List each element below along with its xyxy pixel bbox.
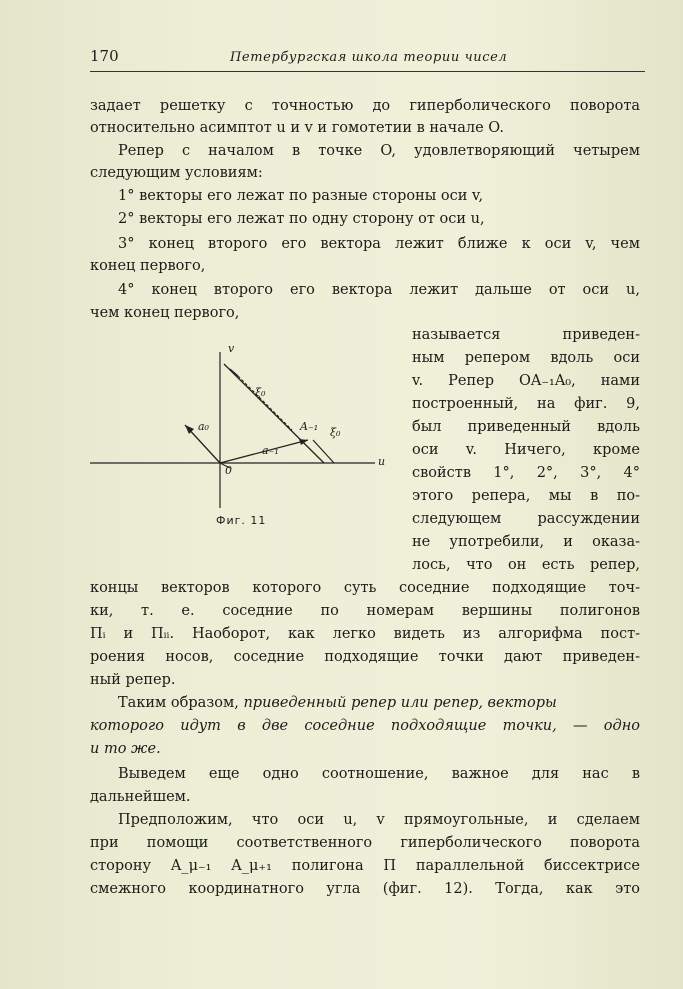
text-line: 2° векторы его лежат по одну сторону от оси u,: [118, 211, 485, 227]
label-a0: a₀: [198, 420, 209, 433]
figure-11: [90, 342, 405, 542]
figure-caption: Фиг. 11: [216, 514, 267, 527]
text-line: 3° конец второго его вектора лежит ближе к оси v, чем: [118, 236, 640, 252]
theorem-line-1: [118, 692, 640, 714]
text-line: концы векторов которого суть соседние подходящие точ-: [90, 580, 640, 596]
text-line: при помощи соответственного гиперболического поворота: [90, 835, 640, 851]
text-line: Пᵢ и Пᵢᵢ. Наоборот, как легко видеть из алгорифма пост-: [90, 626, 640, 642]
text-line: следующим условиям:: [90, 165, 263, 181]
wrap-line: построенный, на фиг. 9,: [412, 396, 640, 412]
wrap-line: свойств 1°, 2°, 3°, 4°: [412, 465, 640, 481]
text-line: сторону A_μ₋₁ A_μ₊₁ полигона П параллельной биссектрисе: [90, 858, 640, 874]
text-line: смежного координатного угла (фиг. 12). Тогда, как это: [90, 881, 640, 897]
label-v: v: [228, 342, 235, 355]
text-line: чем конец первого,: [90, 305, 240, 321]
text-line: Репер с началом в точке O, удовлетворяющий четырем: [118, 143, 640, 159]
label-A-minus1: A₋₁: [300, 420, 319, 433]
text-line: Предположим, что оси u, v прямоугольные, и сделаем: [118, 812, 640, 828]
wrap-line: не употребили, и оказа-: [412, 534, 640, 550]
wrap-line: был приведенный вдоль: [412, 419, 640, 435]
text-line: конец первого,: [90, 258, 206, 274]
wrap-line: этого репера, мы в по-: [412, 488, 640, 504]
text-line: 4° конец второго его вектора лежит дальше от оси u,: [118, 282, 640, 298]
theorem-italic-1: приведенный репер или репер, векторы: [243, 695, 557, 711]
theorem-lead: Таким образом,: [118, 695, 239, 711]
wrap-line: называется приведен-: [412, 327, 640, 343]
wrap-line: оси v. Ничего, кроме: [412, 442, 640, 458]
figure-drawing: [90, 342, 405, 542]
text-line: Выведем еще одно соотношение, важное для нас в: [118, 766, 640, 782]
text-line: роения носов, соседние подходящие точки дают приведен-: [90, 649, 640, 665]
text-line: ный репер.: [90, 672, 176, 688]
xi-segment-upper: [238, 376, 292, 430]
label-origin: 0: [225, 464, 232, 477]
theorem-line-3: и то же.: [90, 741, 161, 757]
xi-segment-lower: [313, 440, 334, 463]
page-number: 170: [90, 47, 119, 65]
wrap-line: v. Репер OA₋₁A₀, нами: [412, 373, 640, 389]
xi-mark-upper: [230, 369, 238, 376]
label-u: u: [378, 455, 386, 468]
label-xi0-lower: ξ₀: [330, 426, 341, 439]
text-line: 1° векторы его лежат по разные стороны оси v,: [118, 188, 484, 204]
header-rule: [90, 71, 645, 72]
wrap-line: следующем рассуждении: [412, 511, 640, 527]
wrap-line: лось, что он есть репер,: [412, 557, 640, 573]
running-title: Петербургская школа теории чисел: [230, 50, 508, 65]
label-a-minus1: a₋₁: [262, 444, 279, 457]
text-line: относительно асимптот u и v и гомотетии в начале O.: [90, 120, 504, 136]
page-header: [90, 47, 645, 73]
theorem-line-2: которого идут в две соседние подходящие точки, — одно: [90, 718, 640, 734]
text-line: дальнейшем.: [90, 789, 191, 805]
label-xi0-upper: ξ₀: [255, 386, 266, 399]
wrap-line: ным репером вдоль оси: [412, 350, 640, 366]
text-line: задает решетку с точностью до гиперболического поворота: [90, 98, 640, 114]
text-line: ки, т. е. соседние по номерам вершины полигонов: [90, 603, 640, 619]
